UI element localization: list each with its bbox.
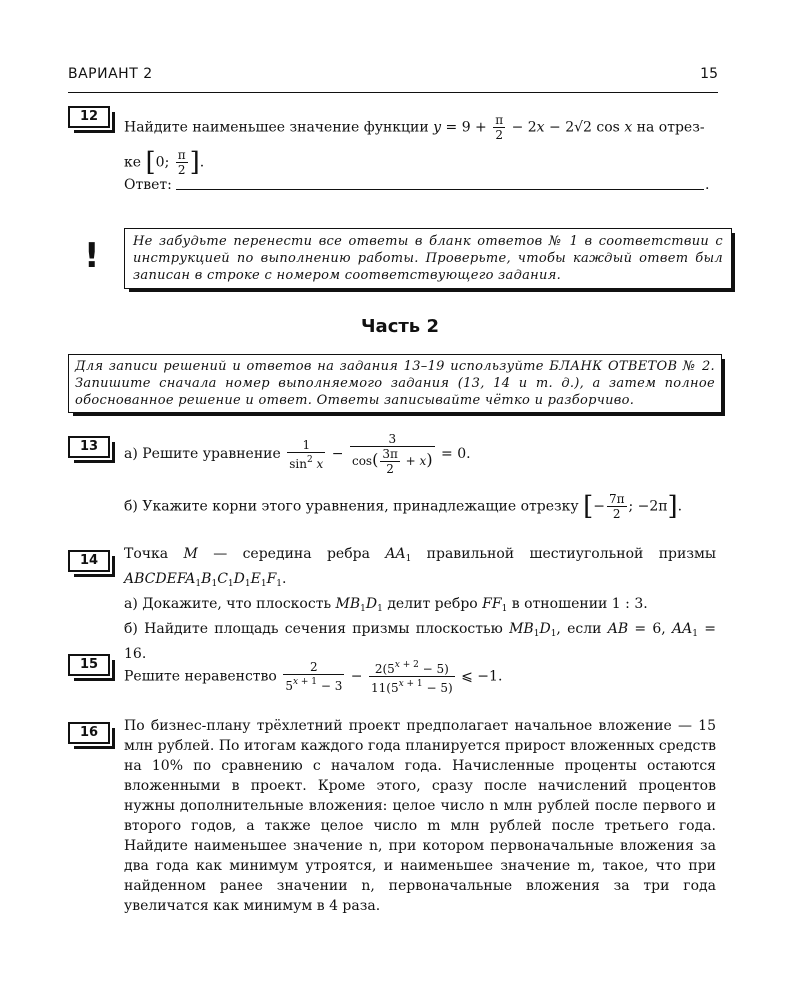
task-12-ke: ке xyxy=(124,154,142,171)
task-15-text: Решите неравенство $\frac{2}{5^{x + 1} - 3}$ − $\frac{2(5^{x + 2} - 5)}{11(5^{x + 1} - 5)}$ ⩽ −1. xyxy=(124,660,503,695)
task-number-12: 12 xyxy=(68,106,110,128)
page-number: 15 xyxy=(700,66,718,82)
instruction-box: Для записи решений и ответов на задания 13–19 используйте БЛАНК ОТВЕТОВ № 2. Запишите сначала номер выполняемого задания (13, 14 и т. д.), а затем полное обоснованное решение и ответ. Ответы записывайте чётко и разборчиво. xyxy=(68,354,722,413)
task-13-a: а) Решите уравнение $\frac{1}{\sin^2 x}$ − 3 cos( $\frac{3\pi}{2}$ + x) = 0. xyxy=(124,432,471,476)
task-number-14: 14 xyxy=(68,550,110,572)
task-15-label: Решите неравенство xyxy=(124,668,277,685)
task-13-b: б) Укажите корни этого уравнения, принадлежащие отрезку [− $\frac{7\pi}{2}$ ; −2π]. xyxy=(124,491,683,522)
task-number-15: 15 xyxy=(68,654,110,676)
task-14-a3: в отношении 1 : 3. xyxy=(511,596,648,612)
task-14-text: Точка M — середина ребра $AA_1$ правильной шестиугольной призмы $ABCDEFA_1B_1C_1D_1E_1F_1$. а) Докажите, что плоскость $MB_1D_1$ делит ребро $FF_1$ в отношении 1 : 3. б) Найдите площадь сечения призмы плоскостью $MB_1D_1$, если AB = 6, $AA_1 = 16$. xyxy=(124,546,716,662)
task-12-intro: Найдите наименьшее значение функции xyxy=(124,119,429,136)
task-16-text: По бизнес-плану трёхлетний проект предполагает начальное вложение — 15 млн рублей. По итогам каждого года планируется прирост вложенных средств на 10% по сравнению с началом года. Начисленные проценты остаются вложенными в проект. Кроме этого, сразу после начислений процентов нужны дополнительные вложения: целое число n млн рублей после первого и второго годов, а также целое число m млн рублей после третьего года. Найдите наименьшее значение n, при котором первоначальные вложения за два года как минимум утроятся, и наименьшее значение m, такое, что при найденном ранее значении n, первоначальные вложения за три года увеличатся как минимум в 4 раза. xyxy=(124,718,716,914)
header-divider xyxy=(68,92,718,93)
task-12-tail: на отрез- xyxy=(636,119,705,136)
task-14-line1: Точка xyxy=(124,546,169,562)
answer-label: Ответ: xyxy=(124,177,172,193)
answer-line[interactable] xyxy=(176,189,704,190)
answer-period: . xyxy=(705,177,710,193)
task-14-a2: делит ребро xyxy=(387,596,478,612)
task-14-tail: правильной шестиугольной призмы xyxy=(426,546,716,562)
reminder-note: Не забудьте перенести все ответы в бланк ответов № 1 в соответствии с инструкцией по выполнению работы. Проверьте, чтобы каждый ответ был записан в строке с номером соответствующего задания. xyxy=(124,228,732,289)
task-number-13: 13 xyxy=(68,436,110,458)
exclamation-icon: ! xyxy=(84,236,100,276)
task-14-mid: — середина ребра xyxy=(213,546,370,562)
task-14-a: а) Докажите, что плоскость xyxy=(124,596,332,612)
task-14-b2: , если xyxy=(556,621,602,637)
task-12-answer xyxy=(124,175,172,195)
task-12-line2: ке [0; $\frac{\pi}{2}$ ]. xyxy=(124,147,205,178)
part-title: Часть 2 xyxy=(361,316,439,337)
page-header-variant: ВАРИАНТ 2 xyxy=(68,66,153,82)
task-14-b: б) Найдите площадь сечения призмы плоскостью xyxy=(124,621,503,637)
task-13-a-label: а) Решите уравнение xyxy=(124,446,281,462)
task-number-16: 16 xyxy=(68,722,110,744)
task-12-text: Найдите наименьшее значение функции y = 9 + $\frac{\pi}{2}$ − 2x − 2√2 cos x на отрез- xyxy=(124,113,705,142)
task-13-b-label: б) Укажите корни этого уравнения, принадлежащие отрезку xyxy=(124,498,579,515)
